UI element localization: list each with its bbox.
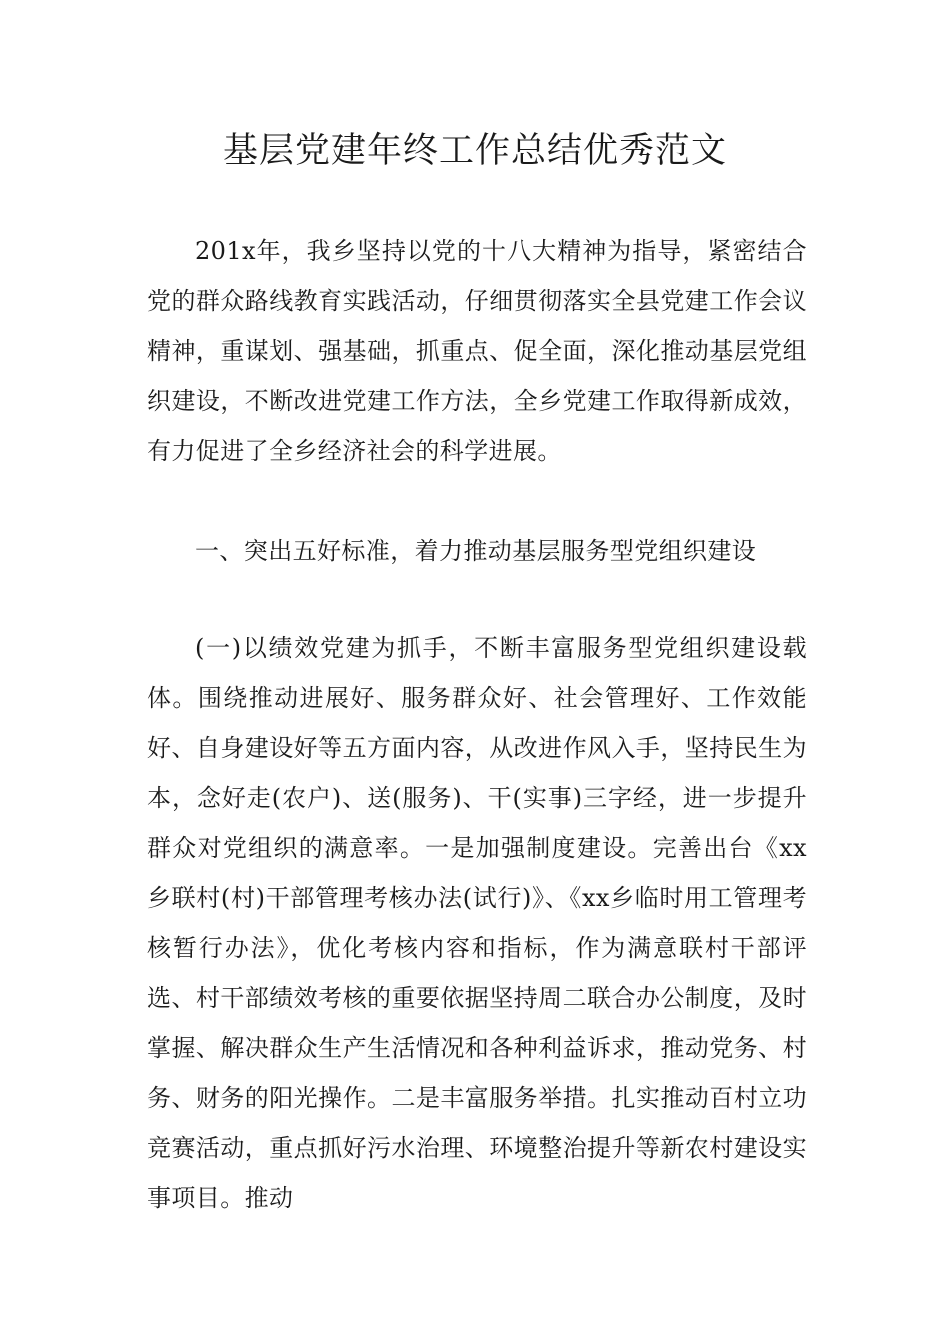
section-body-paragraph: (一)以绩效党建为抓手，不断丰富服务型党组织建设载体。围绕推动进展好、服务群众好、社会管理好、工作效能好、自身建设好等五方面内容，从改进作风入手，坚持民生为本，念好走(农户)、送(服务)、干(实事)三字经，进一步提升群众对党组织的满意率。一是加强制度建设。完善出台《xx乡联村(村)干部管理考核办法(试行)》、《xx乡临时用工管理考核暂行办法》，优化考核内容和指标，作为满意联村干部评选、村干部绩效考核的重要依据坚持周二联合办公制度，及时掌握、解决群众生产生活情况和各种利益诉求，推动党务、村务、财务的阳光操作。二是丰富服务举措。扎实推动百村立功竞赛活动，重点抓好污水治理、环境整治提升等新农村建设实事项目。推动 xyxy=(147,634,807,1212)
section-heading: 一、突出五好标准，着力推动基层服务型党组织建设 xyxy=(195,537,757,565)
intro-paragraph: 201x年，我乡坚持以党的十八大精神为指导，紧密结合党的群众路线教育实践活动，仔细贯彻落实全县党建工作会议精神，重谋划、强基础，抓重点、促全面，深化推动基层党组织建设，不断改进党建工作方法，全乡党建工作取得新成效，有力促进了全乡经济社会的科学进展。 xyxy=(147,237,807,465)
document-title: 基层党建年终工作总结优秀范文 xyxy=(222,131,727,171)
